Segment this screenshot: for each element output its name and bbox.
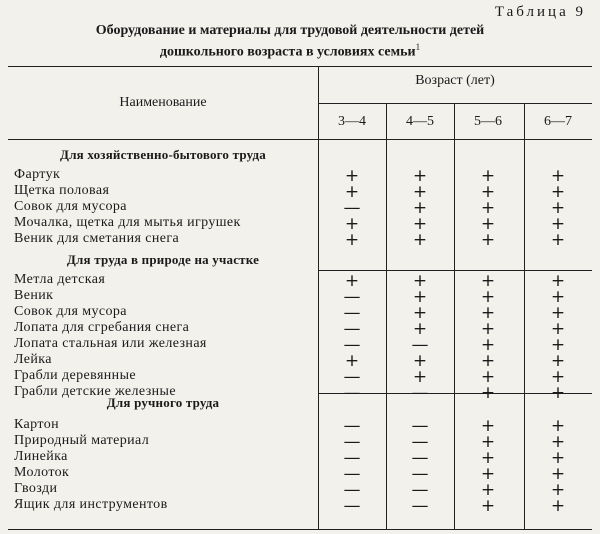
mark-dash: — [343,287,361,307]
mark-dash: — [411,496,429,516]
mark-plus: + [480,230,496,250]
table-row-name: Лопата стальная или железная [14,336,207,351]
mark-plus: + [344,214,360,234]
mark-plus: + [550,166,566,186]
age-group-4-5: 4—5 [406,114,434,129]
mark-dash: — [411,448,429,468]
title-footnote: 1 [415,42,421,52]
header-name: Наименование [119,95,207,110]
table-row-name: Лопата для сгребания снега [14,320,190,335]
mark-dash: — [343,416,361,436]
mark-plus: + [412,271,428,291]
mark-plus: + [550,319,566,339]
mark-plus: + [480,383,496,403]
mark-dash: — [411,432,429,452]
table-row-name: Ящик для инструментов [14,497,168,512]
mark-plus: + [412,166,428,186]
mark-plus: + [412,351,428,371]
mark-dash: — [343,432,361,452]
table-row-name: Совок для мусора [14,304,127,319]
mark-plus: + [412,198,428,218]
header-bottom-line [8,139,592,140]
mark-plus: + [550,198,566,218]
mark-plus: + [412,319,428,339]
table-row-name: Веник для сметания снега [14,231,180,246]
equipment-table [8,66,592,530]
mark-plus: + [480,416,496,436]
mark-plus: + [550,432,566,452]
table-row-name: Линейка [14,449,68,464]
table-row-name: Картон [14,417,60,432]
mark-plus: + [550,367,566,387]
table-row-name: Щетка половая [14,183,110,198]
mark-plus: + [480,271,496,291]
mark-dash: — [411,335,429,355]
mark-plus: + [412,287,428,307]
title-line-2-text: дошкольного возраста в условиях семьи [159,44,416,60]
mark-dash: — [343,464,361,484]
age-group-3-4: 3—4 [338,114,366,129]
mark-plus: + [550,303,566,323]
mark-plus: + [480,214,496,234]
mark-dash: — [411,383,429,403]
mark-plus: + [550,230,566,250]
mark-plus: + [480,464,496,484]
mark-dash: — [411,464,429,484]
mark-plus: + [550,383,566,403]
table-row-name: Гвозди [14,481,58,496]
mark-plus: + [412,367,428,387]
mark-plus: + [412,182,428,202]
mark-dash: — [343,335,361,355]
mark-plus: + [480,198,496,218]
mark-plus: + [480,166,496,186]
mark-plus: + [550,480,566,500]
title-line-2 [40,39,540,61]
mark-plus: + [550,416,566,436]
mark-plus: + [480,367,496,387]
mark-dash: — [343,303,361,323]
mark-plus: + [480,303,496,323]
mark-plus: + [550,464,566,484]
mark-plus: + [344,351,360,371]
mark-dash: — [343,383,361,403]
mark-dash: — [411,416,429,436]
mark-dash: — [343,496,361,516]
table-row-name: Молоток [14,465,70,480]
mark-plus: + [412,230,428,250]
mark-plus: + [480,496,496,516]
age-header-divider [318,103,592,104]
table-row-name: Лейка [14,352,52,367]
age-group-5-6: 5—6 [474,114,502,129]
section-title: Для труда в природе на участке [66,252,260,267]
mark-plus: + [550,271,566,291]
mark-plus: + [480,351,496,371]
table-row-name: Совок для мусора [14,199,127,214]
mark-plus: + [550,182,566,202]
mark-plus: + [550,287,566,307]
mark-dash: — [343,319,361,339]
mark-plus: + [480,432,496,452]
table-row-name: Веник [14,288,54,303]
mark-dash: — [411,480,429,500]
table-row-name: Метла детская [14,272,106,287]
table-number: Таблица 9 [494,4,586,20]
header-age: Возраст (лет) [415,73,495,88]
mark-plus: + [344,271,360,291]
table-row-name: Мочалка, щетка для мытья игрушек [14,215,241,230]
mark-dash: — [343,198,361,218]
mark-plus: + [550,214,566,234]
age-group-6-7: 6—7 [544,114,572,129]
mark-plus: + [344,230,360,250]
mark-plus: + [550,496,566,516]
mark-plus: + [412,214,428,234]
table-row-name: Грабли деревянные [14,368,136,383]
mark-plus: + [550,351,566,371]
mark-plus: + [412,303,428,323]
title-line-1: Оборудование и материалы для трудовой деятельности детей [95,23,485,38]
table-row-name: Природный материал [14,433,150,448]
table-row-name: Грабли детские железные [14,384,176,399]
mark-dash: — [343,480,361,500]
table-title [40,22,540,61]
mark-plus: + [480,448,496,468]
mark-dash: — [343,448,361,468]
mark-plus: + [550,335,566,355]
mark-plus: + [480,335,496,355]
mark-dash: — [343,367,361,387]
mark-plus: + [344,166,360,186]
mark-plus: + [480,319,496,339]
mark-plus: + [550,448,566,468]
mark-plus: + [480,182,496,202]
mark-plus: + [480,287,496,307]
section-title: Для хозяйственно-бытового труда [60,147,266,162]
mark-plus: + [344,182,360,202]
table-row-name: Фартук [14,167,61,182]
mark-plus: + [480,480,496,500]
section-title: Для ручного труда [106,395,220,410]
